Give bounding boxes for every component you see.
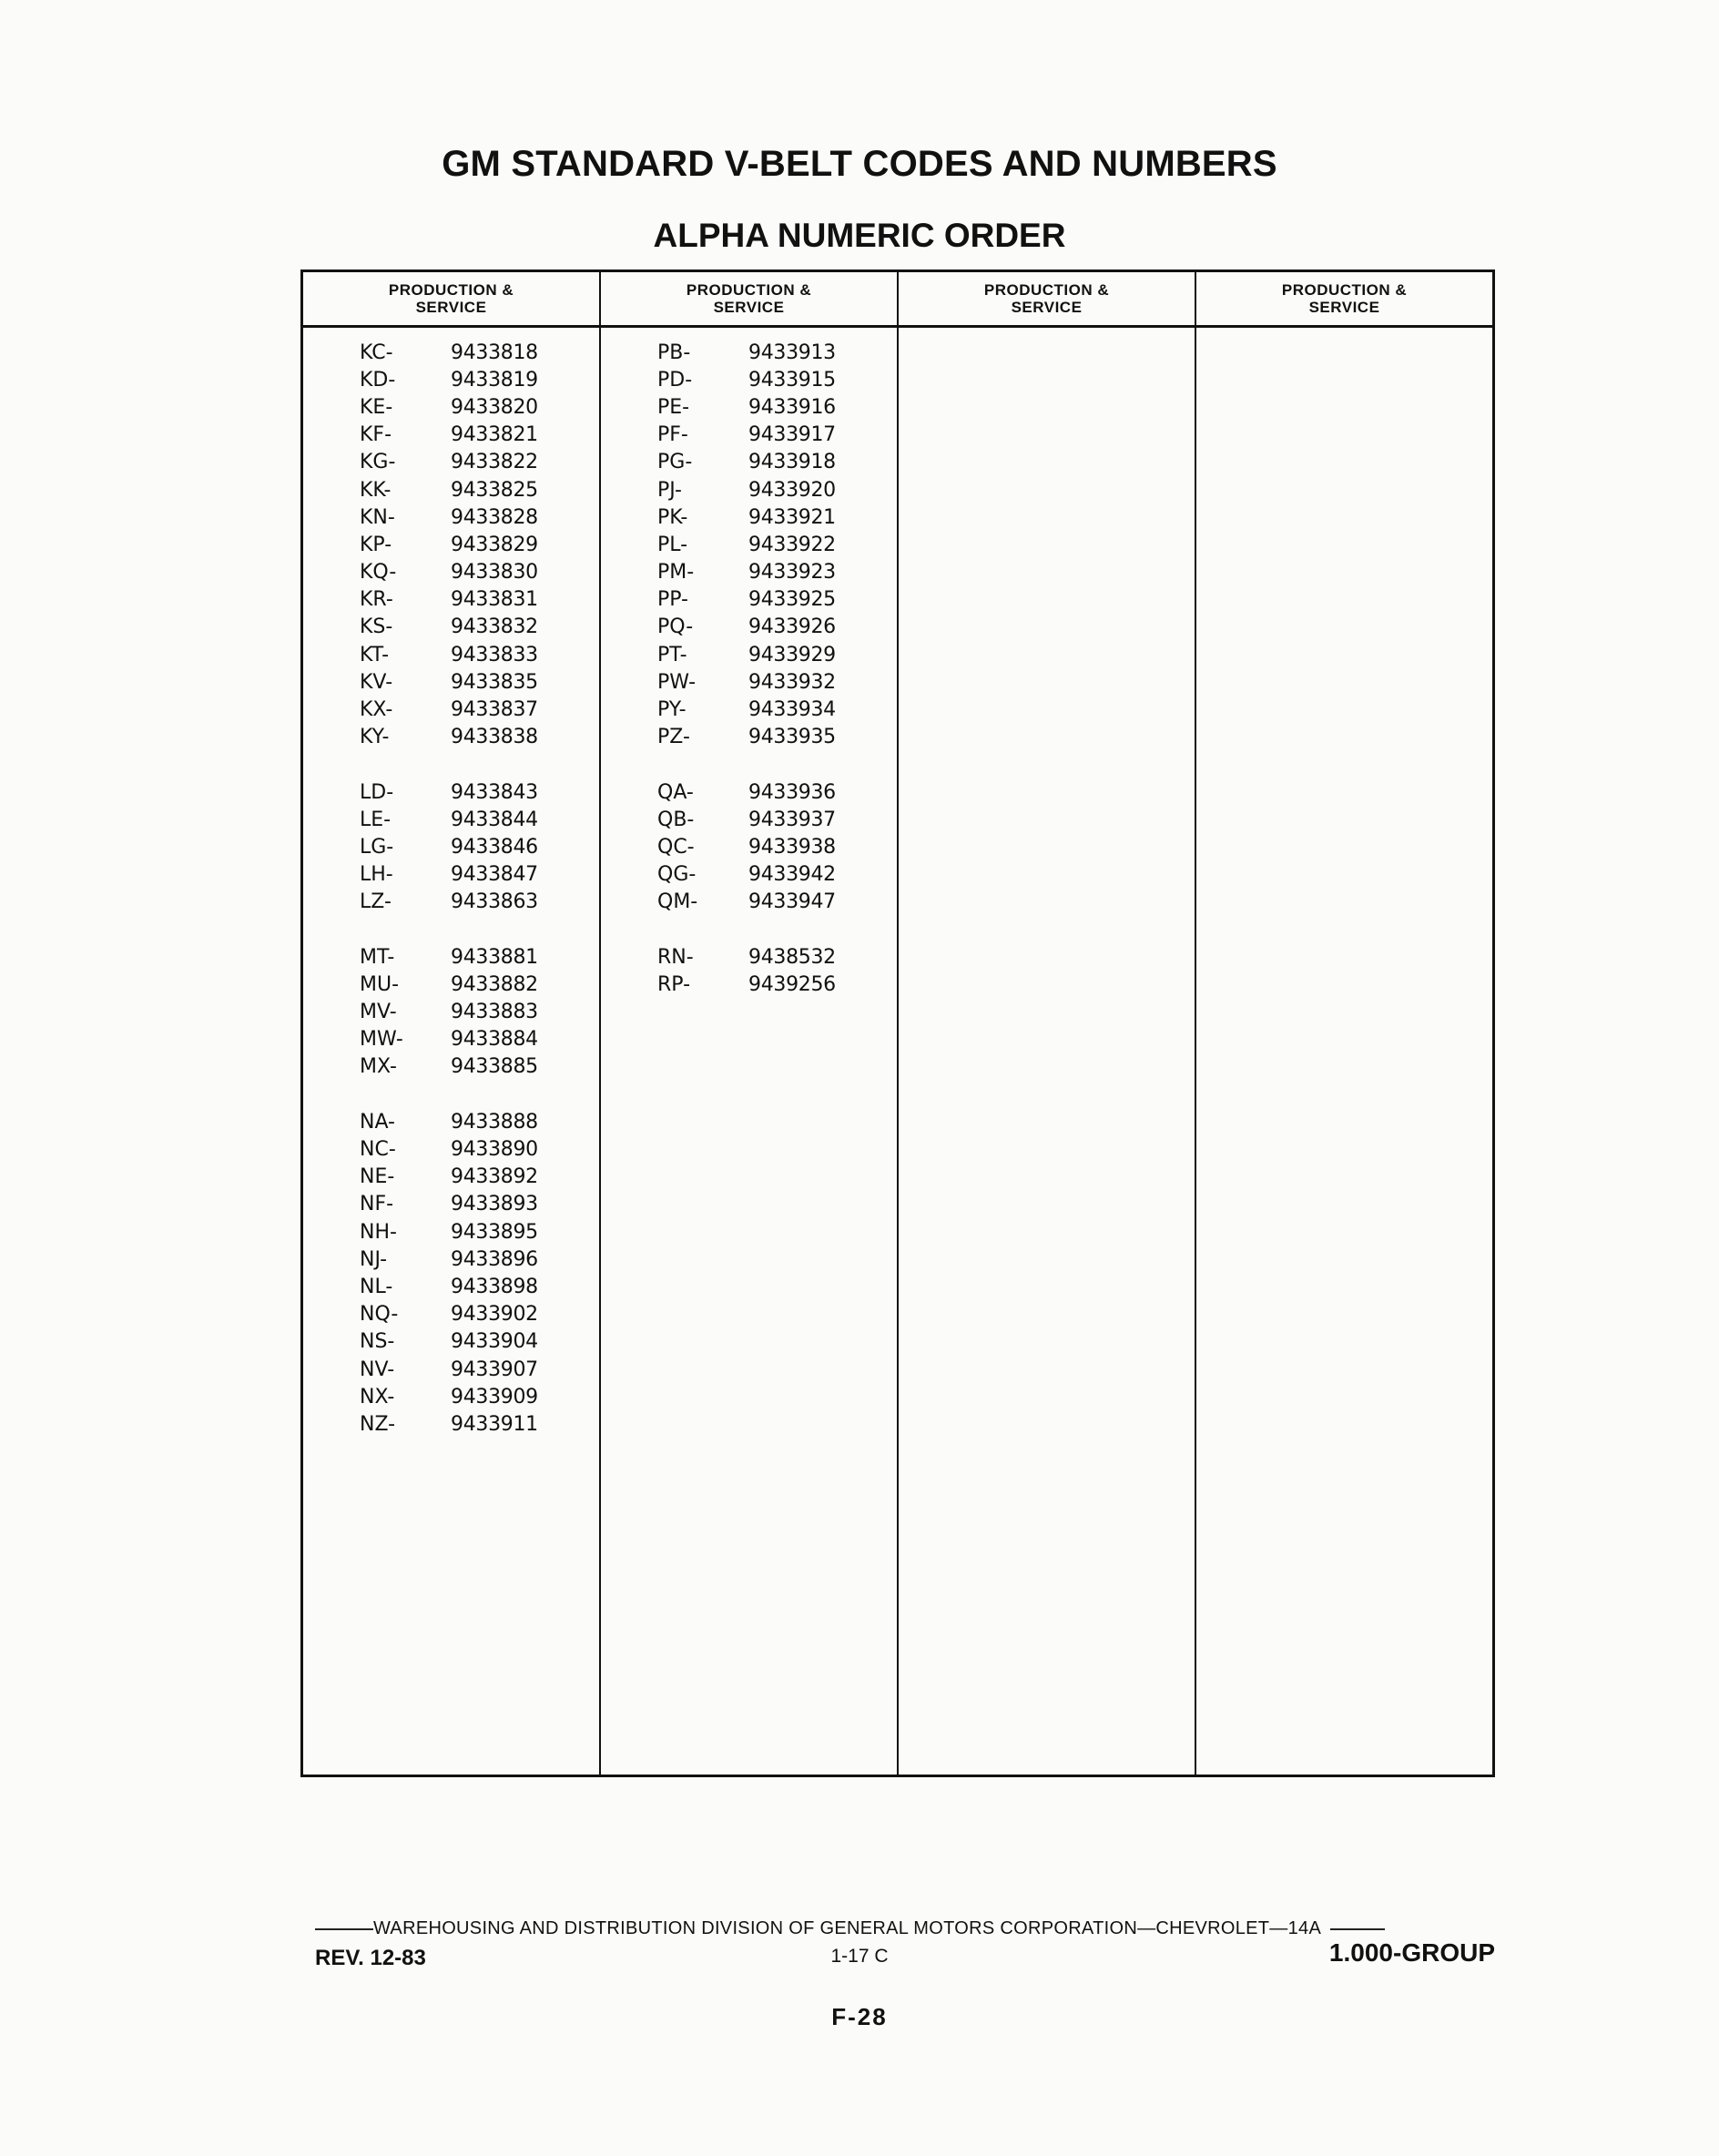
footer-rule-right <box>1330 1928 1385 1930</box>
belt-code: NH- <box>360 1220 397 1244</box>
column-body <box>899 328 1195 339</box>
part-number: 9433893 <box>451 1193 538 1216</box>
table-row <box>601 889 897 916</box>
table-row <box>303 696 599 723</box>
footer-division-text: WAREHOUSING AND DISTRIBUTION DIVISION OF GENERAL MOTORS CORPORATION—CHEVROLET—14A <box>373 1918 1322 1938</box>
part-number: 9433922 <box>748 533 836 556</box>
part-number: 9433938 <box>748 835 836 859</box>
table-row <box>303 1273 599 1300</box>
belt-code: KE- <box>360 395 393 419</box>
part-number: 9433888 <box>451 1110 538 1134</box>
table-row <box>601 393 897 421</box>
table-row <box>303 668 599 696</box>
table-row <box>601 641 897 668</box>
belt-code: PB- <box>657 341 691 364</box>
part-number: 9433902 <box>451 1303 538 1327</box>
table-row <box>303 1301 599 1328</box>
table-row <box>303 503 599 531</box>
part-number: 9433828 <box>451 505 538 529</box>
table-row <box>601 531 897 558</box>
table-row <box>601 476 897 503</box>
part-number: 9433916 <box>748 395 836 419</box>
table-row-spacer <box>601 916 897 943</box>
belt-code: LE- <box>360 808 392 831</box>
table-row <box>303 586 599 614</box>
belt-code: NE- <box>360 1165 395 1189</box>
belt-code: PD- <box>657 368 693 392</box>
belt-code: MX- <box>360 1055 397 1079</box>
belt-code: PJ- <box>657 478 682 502</box>
column-header-line2: SERVICE <box>1308 299 1380 316</box>
part-number: 9433913 <box>748 341 836 364</box>
belt-code: NJ- <box>360 1247 388 1271</box>
table-row-spacer <box>303 916 599 943</box>
table-row <box>601 503 897 531</box>
part-number: 9433890 <box>451 1138 538 1162</box>
table-row <box>303 614 599 641</box>
part-number: 9433918 <box>748 451 836 474</box>
column-header-line2: SERVICE <box>415 299 487 316</box>
belt-code: NF- <box>360 1193 394 1216</box>
part-number: 9433863 <box>451 890 538 914</box>
belt-code: LG- <box>360 835 394 859</box>
belt-code: MT- <box>360 945 395 969</box>
table-row <box>601 366 897 393</box>
part-number: 9433819 <box>451 368 538 392</box>
belt-code: PP- <box>657 588 688 612</box>
belt-code: KG- <box>360 451 396 474</box>
belt-code-table <box>300 270 1495 1777</box>
table-row <box>303 1108 599 1135</box>
table-row <box>303 1026 599 1053</box>
belt-code: PM- <box>657 561 695 585</box>
belt-code: KK- <box>360 478 392 502</box>
page-subtitle: ALPHA NUMERIC ORDER <box>653 217 1066 254</box>
table-row <box>303 1218 599 1246</box>
column-header-line1: PRODUCTION & <box>686 281 812 299</box>
table-row <box>303 806 599 833</box>
column-header <box>601 272 897 328</box>
belt-code: LD- <box>360 780 394 804</box>
belt-code: NS- <box>360 1330 395 1354</box>
column-body <box>303 328 599 1439</box>
part-number: 9433920 <box>748 478 836 502</box>
table-row <box>601 668 897 696</box>
table-row-spacer <box>303 1081 599 1108</box>
belt-code: MW- <box>360 1028 403 1052</box>
part-number: 9433911 <box>451 1412 538 1436</box>
table-row-spacer <box>303 751 599 778</box>
part-number: 9433825 <box>451 478 538 502</box>
belt-code: QA- <box>657 780 694 804</box>
belt-code: PK- <box>657 505 688 529</box>
part-number: 9433830 <box>451 561 538 585</box>
table-row <box>303 1191 599 1218</box>
table-row <box>303 724 599 751</box>
table-row <box>303 943 599 971</box>
part-number: 9433822 <box>451 451 538 474</box>
part-number: 9433947 <box>748 890 836 914</box>
part-number: 9433882 <box>451 972 538 996</box>
part-number: 9433923 <box>748 561 836 585</box>
belt-code: NA- <box>360 1110 395 1134</box>
belt-code: PE- <box>657 395 690 419</box>
part-number: 9433895 <box>451 1220 538 1244</box>
column-header-line1: PRODUCTION & <box>388 281 514 299</box>
table-row <box>601 559 897 586</box>
part-number: 9433843 <box>451 780 538 804</box>
belt-code: QG- <box>657 863 697 887</box>
table-row <box>303 393 599 421</box>
belt-code: KX- <box>360 698 393 722</box>
table-row <box>601 943 897 971</box>
table-row <box>303 1410 599 1438</box>
belt-code: LZ- <box>360 890 392 914</box>
belt-code: KV- <box>360 670 393 694</box>
belt-code: NL- <box>360 1275 393 1298</box>
belt-code: NV- <box>360 1358 395 1381</box>
part-number: 9433907 <box>451 1358 538 1381</box>
revision-label: REV. 12-83 <box>315 1946 426 1970</box>
column-body <box>601 328 897 999</box>
belt-code: QB- <box>657 808 695 831</box>
belt-code: KN- <box>360 505 395 529</box>
belt-code: NX- <box>360 1385 395 1409</box>
part-number: 9433835 <box>451 670 538 694</box>
table-row <box>303 1328 599 1356</box>
table-row <box>303 476 599 503</box>
part-number: 9433837 <box>451 698 538 722</box>
belt-code: MU- <box>360 972 400 996</box>
part-number: 9433884 <box>451 1028 538 1052</box>
table-row <box>601 422 897 449</box>
table-row <box>303 833 599 860</box>
table-row <box>303 449 599 476</box>
belt-code: PZ- <box>657 726 690 749</box>
table-row <box>303 531 599 558</box>
belt-code: PQ- <box>657 615 694 639</box>
part-number: 9433833 <box>451 643 538 666</box>
footer-rule-left <box>315 1928 373 1930</box>
part-number: 9433892 <box>451 1165 538 1189</box>
part-number: 9433934 <box>748 698 836 722</box>
table-row <box>303 889 599 916</box>
column-header-line1: PRODUCTION & <box>983 281 1110 299</box>
table-row <box>303 861 599 889</box>
part-number: 9433883 <box>451 1001 538 1024</box>
part-number: 9433831 <box>451 588 538 612</box>
part-number: 9433926 <box>748 615 836 639</box>
section-code: 1-17 C <box>830 1946 889 1967</box>
belt-code: PF- <box>657 423 688 447</box>
table-row <box>601 449 897 476</box>
belt-code: KF- <box>360 423 392 447</box>
part-number: 9439256 <box>748 972 836 996</box>
column-header <box>899 272 1195 328</box>
table-row <box>303 366 599 393</box>
belt-code: QM- <box>657 890 698 914</box>
part-number: 9433929 <box>748 643 836 666</box>
belt-code: NQ- <box>360 1303 399 1327</box>
column-header <box>1196 272 1492 328</box>
belt-code: KC- <box>360 341 393 364</box>
table-row <box>303 1053 599 1081</box>
belt-code: PG- <box>657 451 693 474</box>
part-number: 9433844 <box>451 808 538 831</box>
part-number: 9433909 <box>451 1385 538 1409</box>
belt-code: QC- <box>657 835 695 859</box>
table-row <box>601 833 897 860</box>
belt-code: PW- <box>657 670 697 694</box>
part-number: 9433820 <box>451 395 538 419</box>
belt-code: KR- <box>360 588 393 612</box>
part-number: 9433896 <box>451 1247 538 1271</box>
part-number: 9433932 <box>748 670 836 694</box>
table-row <box>601 861 897 889</box>
page-title: GM STANDARD V-BELT CODES AND NUMBERS <box>442 144 1277 184</box>
table-row <box>303 971 599 998</box>
belt-code: RP- <box>657 972 691 996</box>
table-column <box>303 272 601 1775</box>
table-row <box>601 971 897 998</box>
table-column <box>1196 272 1492 1775</box>
table-row <box>303 999 599 1026</box>
part-number: 9433925 <box>748 588 836 612</box>
table-row <box>303 559 599 586</box>
table-row <box>303 1356 599 1383</box>
part-number: 9433936 <box>748 780 836 804</box>
part-number: 9433904 <box>451 1330 538 1354</box>
belt-code: PL- <box>657 533 688 556</box>
belt-code: NC- <box>360 1138 396 1162</box>
part-number: 9433937 <box>748 808 836 831</box>
table-row <box>303 1164 599 1191</box>
table-row <box>303 1135 599 1163</box>
part-number: 9433921 <box>748 505 836 529</box>
belt-code: RN- <box>657 945 694 969</box>
column-header-line1: PRODUCTION & <box>1281 281 1408 299</box>
table-column <box>601 272 899 1775</box>
part-number: 9433942 <box>748 863 836 887</box>
belt-code: PT- <box>657 643 687 666</box>
column-body <box>1196 328 1492 339</box>
column-header-line2: SERVICE <box>1011 299 1083 316</box>
belt-code: KS- <box>360 615 393 639</box>
part-number: 9433915 <box>748 368 836 392</box>
table-row <box>601 806 897 833</box>
table-column <box>899 272 1196 1775</box>
belt-code: KY- <box>360 726 390 749</box>
table-row <box>601 339 897 366</box>
belt-code: KP- <box>360 533 392 556</box>
belt-code: LH- <box>360 863 393 887</box>
column-header-line2: SERVICE <box>713 299 785 316</box>
part-number: 9433898 <box>451 1275 538 1298</box>
part-number: 9433847 <box>451 863 538 887</box>
part-number: 9433818 <box>451 341 538 364</box>
part-number: 9433885 <box>451 1055 538 1079</box>
part-number: 9433838 <box>451 726 538 749</box>
part-number: 9433935 <box>748 726 836 749</box>
group-label: 1.000-GROUP <box>1328 1938 1495 1967</box>
table-row <box>303 1246 599 1273</box>
table-row <box>601 724 897 751</box>
part-number: 9433846 <box>451 835 538 859</box>
table-row <box>303 339 599 366</box>
table-row <box>303 1383 599 1410</box>
table-row <box>303 778 599 806</box>
belt-code: KT- <box>360 643 390 666</box>
page-number: F-28 <box>831 2003 888 2030</box>
part-number: 9433881 <box>451 945 538 969</box>
table-row <box>601 614 897 641</box>
belt-code: KD- <box>360 368 396 392</box>
column-header <box>303 272 599 328</box>
belt-code: KQ- <box>360 561 397 585</box>
table-row-spacer <box>601 751 897 778</box>
belt-code: MV- <box>360 1001 397 1024</box>
table-row <box>303 641 599 668</box>
footer-division-line <box>315 1918 1495 1939</box>
belt-code: NZ- <box>360 1412 396 1436</box>
belt-code: PY- <box>657 698 687 722</box>
table-row <box>601 696 897 723</box>
part-number: 9438532 <box>748 945 836 969</box>
table-row <box>601 586 897 614</box>
part-number: 9433917 <box>748 423 836 447</box>
part-number: 9433829 <box>451 533 538 556</box>
part-number: 9433821 <box>451 423 538 447</box>
part-number: 9433832 <box>451 615 538 639</box>
table-row <box>303 422 599 449</box>
table-row <box>601 778 897 806</box>
